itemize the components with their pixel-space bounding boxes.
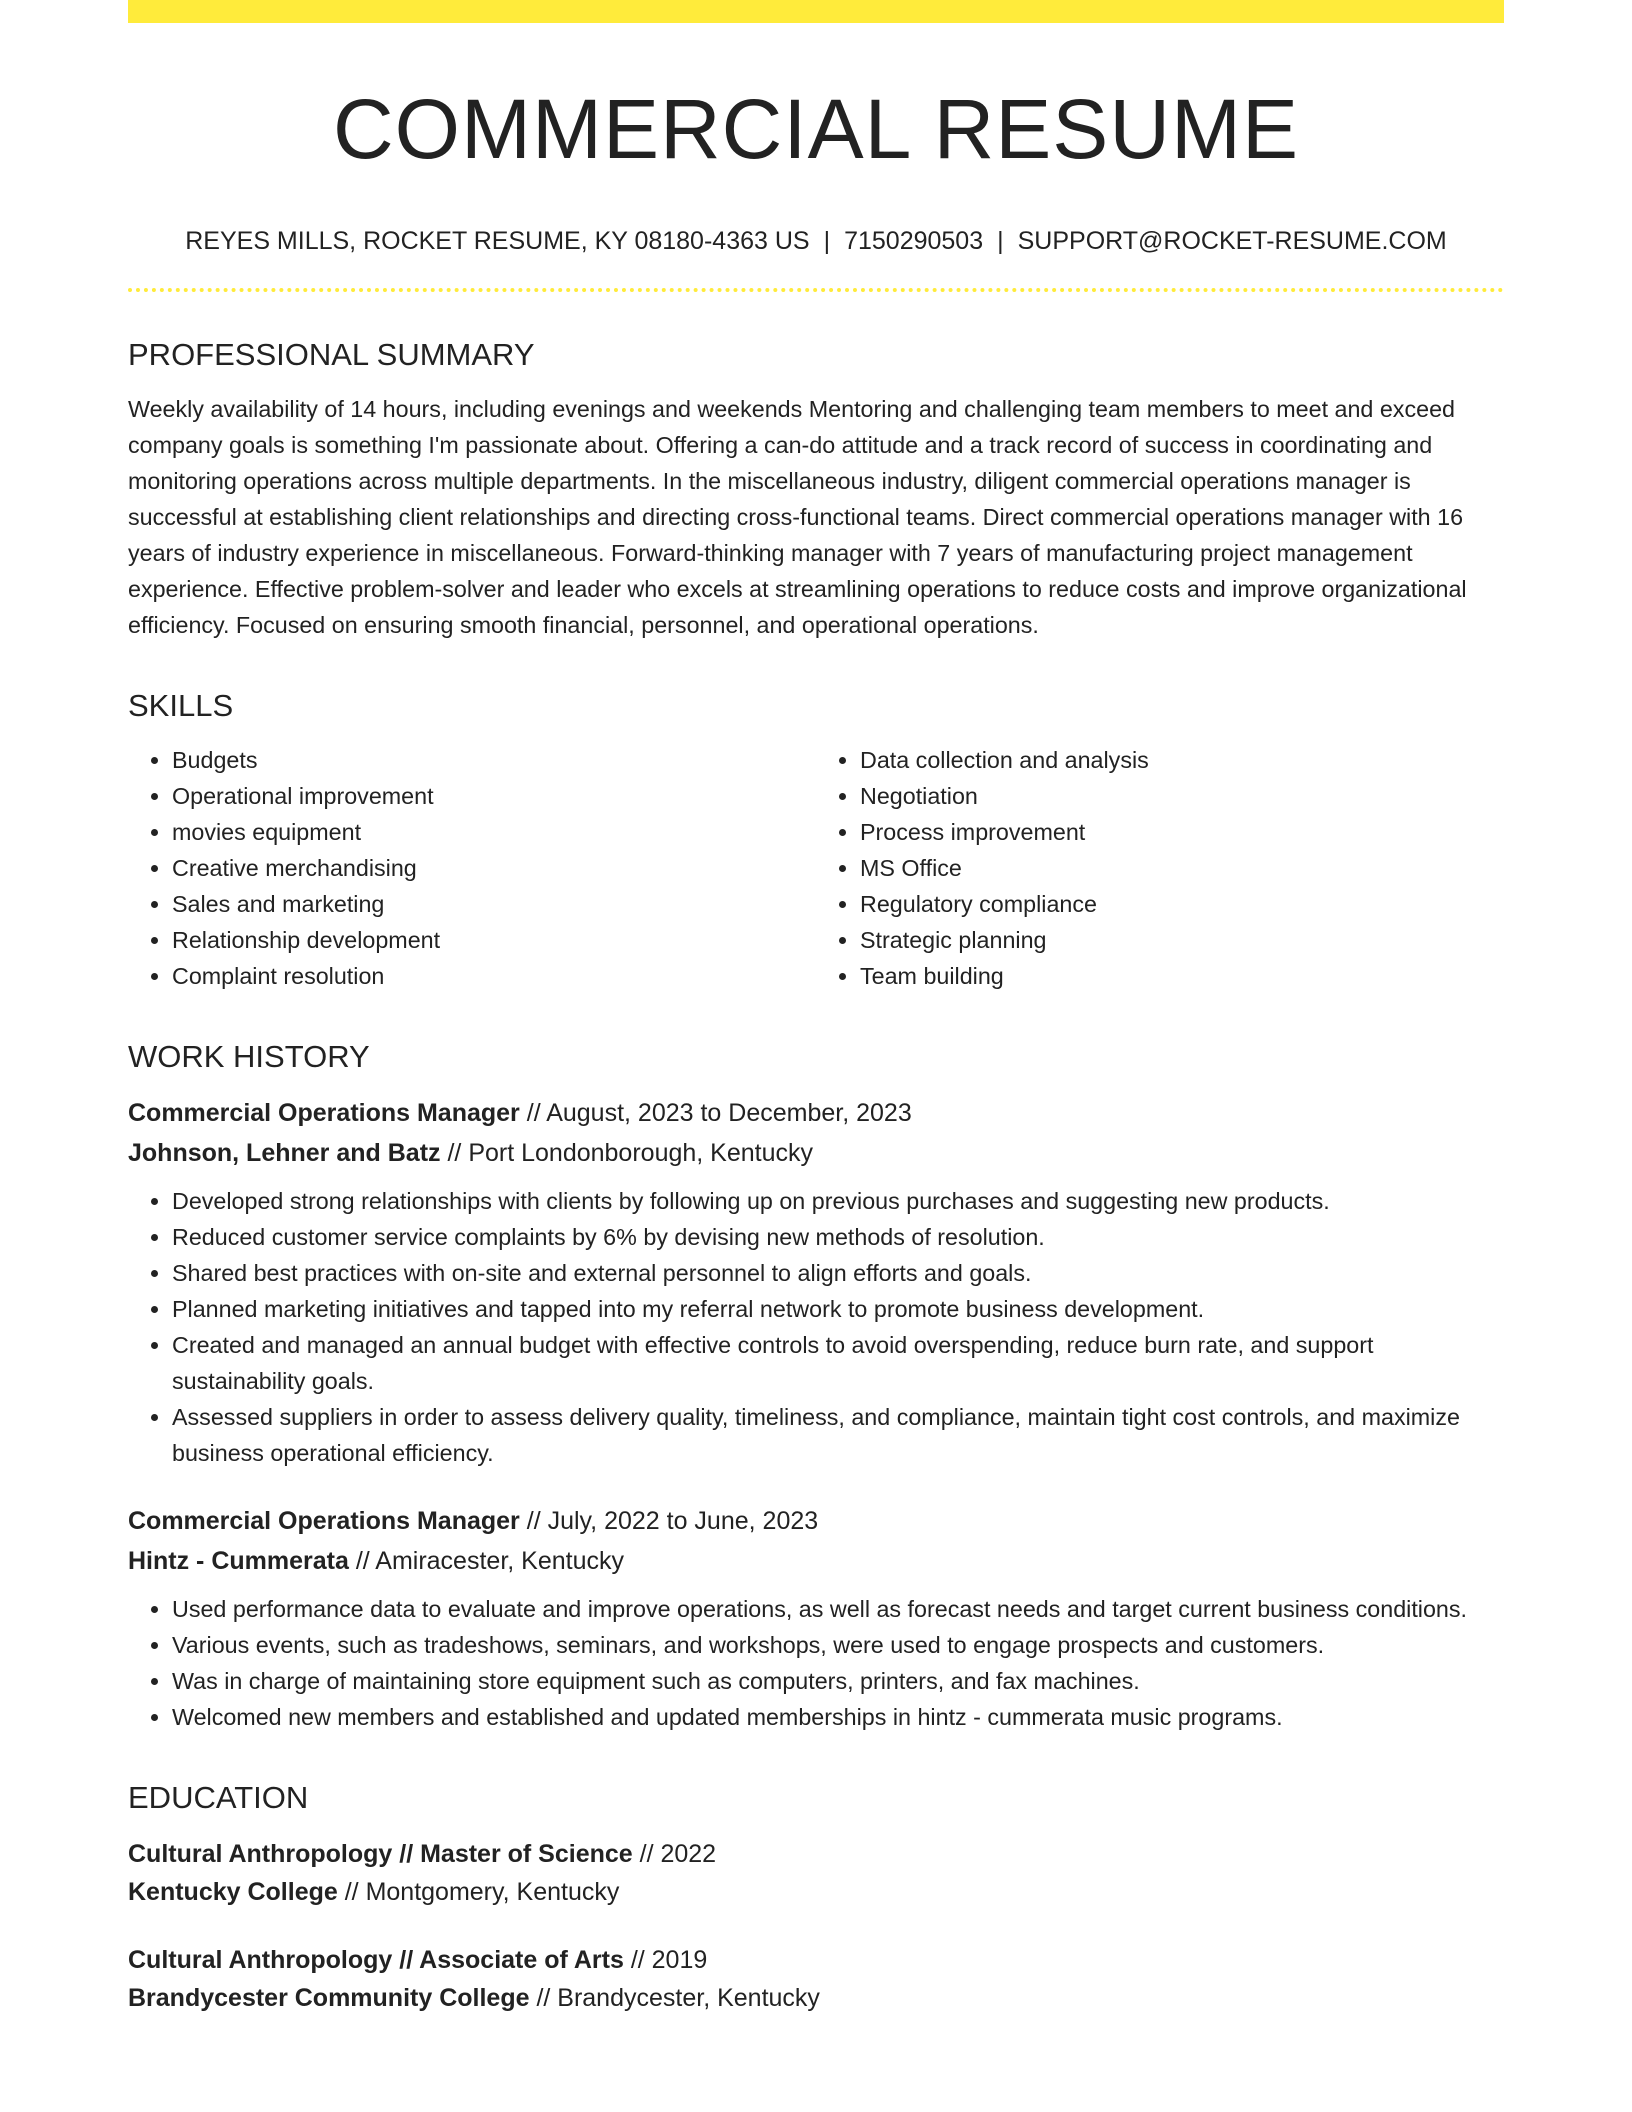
- job-location: // Amiracester, Kentucky: [348, 1547, 624, 1576]
- education-degree-line: [128, 1835, 1504, 1873]
- education-school: Brandycester Community College: [128, 1983, 530, 2012]
- summary-section: [128, 336, 1504, 643]
- skills-heading: SKILLS: [128, 688, 234, 724]
- summary-text: Weekly availability of 14 hours, including evenings and weekends Mentoring and challenging team members to meet and exceed company goals is something I'm passionate about. Offering a can-do attitude and a track record of success in coordinating and monitoring operations across multiple departments. In the miscellaneous industry, diligent commercial operations manager is successful at establishing client relationships and directing cross-functional teams. Direct commercial operations manager with 16 years of industry experience in miscellaneous. Forward-thinking manager with 7 years of manufacturing project management experience. Effective problem-solver and leader who excels at streamlining operations to reduce costs and improve organizational efficiency. Focused on ensuring smooth financial, personnel, and operational operations.: [128, 396, 1467, 639]
- work-history-heading: WORK HISTORY: [128, 1039, 370, 1075]
- education-heading: EDUCATION: [128, 1780, 309, 1816]
- skill-item: • Budgets: [172, 742, 816, 778]
- education-entry: [128, 1941, 1504, 2017]
- job-company-line: [128, 1541, 1504, 1581]
- job-bullet: • Created and managed an annual budget with effective controls to avoid overspending, reduce burn rate, and support sustainability goals.: [172, 1327, 1504, 1399]
- job-bullet: • Assessed suppliers in order to assess delivery quality, timeliness, and compliance, maintain tight cost controls, and maximize business operational efficiency.: [172, 1399, 1504, 1471]
- contact-email: SUPPORT@ROCKET-RESUME.COM: [1017, 227, 1447, 256]
- job-bullet: • Reduced customer service complaints by 6% by devising new methods of resolution.: [172, 1219, 1504, 1255]
- job-company: Hintz - Cummerata: [128, 1547, 349, 1576]
- job-location: // Port Londonborough, Kentucky: [440, 1139, 814, 1168]
- job-entry: [128, 1501, 1504, 1735]
- job-list: [128, 1093, 1504, 1735]
- skills-section: [128, 687, 1504, 994]
- job-bullet: • Welcomed new members and established and updated memberships in hintz - cummerata music programs.: [172, 1699, 1504, 1735]
- skills-columns: [128, 742, 1504, 994]
- job-bullet: • Shared best practices with on-site and external personnel to align efforts and goals.: [172, 1255, 1504, 1291]
- contact-separator: |: [823, 227, 831, 256]
- skill-item: • Complaint resolution: [172, 958, 816, 994]
- skill-item: • Data collection and analysis: [860, 742, 1504, 778]
- dotted-divider: [128, 288, 1504, 292]
- job-company-line: [128, 1133, 1504, 1173]
- skill-item: • Team building: [860, 958, 1504, 994]
- job-title-line: [128, 1501, 1504, 1541]
- job-company: Johnson, Lehner and Batz: [128, 1139, 441, 1168]
- skill-item: • Process improvement: [860, 814, 1504, 850]
- education-school-line: [128, 1873, 1504, 1911]
- job-bullet: • Planned marketing initiatives and tapped into my referral network to promote business development.: [172, 1291, 1504, 1327]
- job-entry: [128, 1093, 1504, 1471]
- resume-page: [128, 0, 1504, 2017]
- skill-item: • Strategic planning: [860, 922, 1504, 958]
- contact-separator: |: [997, 227, 1004, 256]
- education-section: [128, 1779, 1504, 2016]
- skill-item: • movies equipment: [172, 814, 816, 850]
- education-school: Kentucky College: [128, 1877, 338, 1906]
- skills-list-right: [816, 742, 1504, 994]
- contact-line: [128, 225, 1504, 258]
- education-entry: [128, 1835, 1504, 1911]
- top-accent-bar: [128, 0, 1504, 23]
- education-list: [128, 1835, 1504, 2017]
- education-year: // 2022: [632, 1839, 717, 1868]
- skill-item: • Creative merchandising: [172, 850, 816, 886]
- job-bullets: [128, 1591, 1504, 1735]
- job-position: Commercial Operations Manager: [128, 1507, 520, 1536]
- contact-address: REYES MILLS, ROCKET RESUME, KY 08180-4363 US: [185, 227, 810, 256]
- skill-item: • Sales and marketing: [172, 886, 816, 922]
- resume-title: COMMERCIAL RESUME: [333, 82, 1299, 176]
- skill-item: • Negotiation: [860, 778, 1504, 814]
- education-location: // Brandycester, Kentucky: [529, 1983, 820, 2012]
- job-bullets: [128, 1183, 1504, 1471]
- education-degree: Cultural Anthropology // Master of Science: [128, 1839, 633, 1868]
- contact-phone: 7150290503: [844, 227, 984, 256]
- education-location: // Montgomery, Kentucky: [337, 1877, 620, 1906]
- summary-heading: PROFESSIONAL SUMMARY: [128, 336, 535, 372]
- job-bullet: • Developed strong relationships with clients by following up on previous purchases and suggesting new products.: [172, 1183, 1504, 1219]
- education-year: // 2019: [623, 1945, 708, 1974]
- education-degree: Cultural Anthropology // Associate of Arts: [128, 1945, 624, 1974]
- work-history-section: [128, 1038, 1504, 1735]
- skill-item: • MS Office: [860, 850, 1504, 886]
- skill-item: • Regulatory compliance: [860, 886, 1504, 922]
- education-school-line: [128, 1979, 1504, 2017]
- job-bullet: • Was in charge of maintaining store equipment such as computers, printers, and fax machines.: [172, 1663, 1504, 1699]
- job-title-line: [128, 1093, 1504, 1133]
- education-degree-line: [128, 1941, 1504, 1979]
- job-bullet: • Used performance data to evaluate and improve operations, as well as forecast needs and target current business conditions.: [172, 1591, 1504, 1627]
- skills-list-left: [128, 742, 816, 994]
- skill-item: • Relationship development: [172, 922, 816, 958]
- job-dates: // August, 2023 to December, 2023: [519, 1099, 912, 1128]
- job-position: Commercial Operations Manager: [128, 1099, 520, 1128]
- skill-item: • Operational improvement: [172, 778, 816, 814]
- job-bullet: • Various events, such as tradeshows, seminars, and workshops, were used to engage prospects and customers.: [172, 1627, 1504, 1663]
- job-dates: // July, 2022 to June, 2023: [519, 1507, 819, 1536]
